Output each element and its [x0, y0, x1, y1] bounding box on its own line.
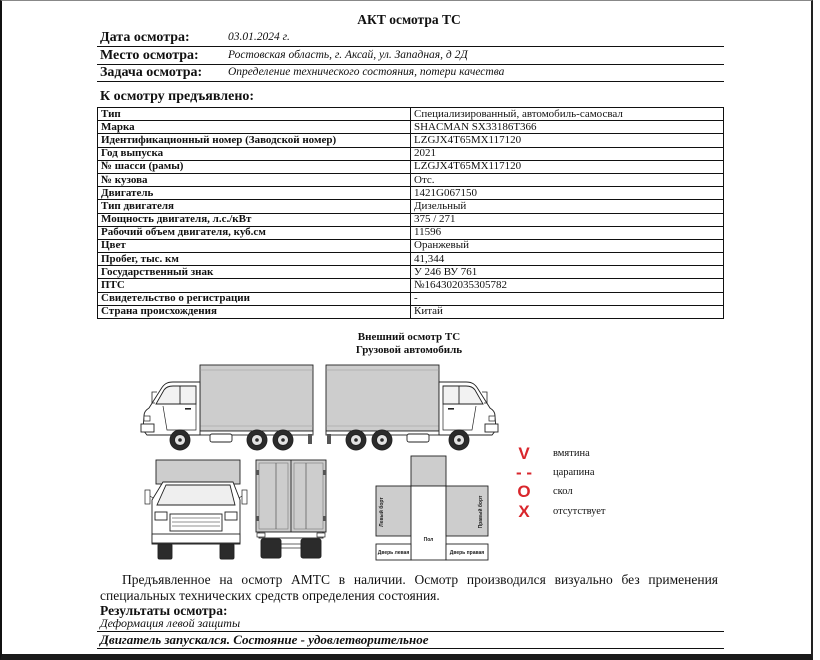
table-row	[98, 173, 724, 186]
table-cell-value: У 246 ВУ 761	[411, 266, 724, 279]
table-cell-label: Рабочий объем двигателя, куб.см	[98, 226, 411, 239]
table-cell-label: Государственный знак	[98, 266, 411, 279]
legend-label: царапина	[553, 467, 595, 478]
table-cell-value: 11596	[411, 226, 724, 239]
table-cell-value: Оранжевый	[411, 239, 724, 252]
truck-rear-view	[256, 460, 326, 558]
dent-icon: V	[518, 444, 530, 463]
table-cell-label: Тип	[98, 108, 411, 121]
inspection-subtitle: Грузовой автомобиль	[355, 344, 463, 356]
table-cell-label: Свидетельство о регистрации	[98, 292, 411, 305]
results-heading: Результаты осмотра:	[100, 603, 228, 618]
table-cell-value: 41,344	[411, 253, 724, 266]
left-side-label: Левый борт	[379, 497, 385, 527]
scratch-icon: - -	[515, 463, 533, 482]
legend-label: отсутствует	[553, 506, 606, 517]
damage-legend	[512, 444, 622, 524]
table-cell-label: Страна происхождения	[98, 305, 411, 318]
table-cell-label: Пробег, тыс. км	[98, 253, 411, 266]
inspection-statement: Предъявленное на осмотр АМТС в наличии. Осмотр производился визуально без применения специальных технических средств определения состояния.	[100, 572, 718, 603]
table-row	[98, 134, 724, 147]
vehicle-damage-diagram	[136, 358, 502, 566]
table-row	[98, 160, 724, 173]
table-cell-value: -	[411, 292, 724, 305]
table-cell-value: SHACMAN SX33186T366	[411, 121, 724, 134]
table-cell-value: Отс.	[411, 173, 724, 186]
inspection-task-label: Задача осмотра:	[100, 65, 203, 80]
table-cell-label: № кузова	[98, 173, 411, 186]
table-cell-value: 1421G067150	[411, 187, 724, 200]
inspection-place-label: Место осмотра:	[100, 48, 199, 63]
table-row	[98, 253, 724, 266]
result-line-1	[97, 616, 724, 632]
wheel	[170, 430, 190, 450]
table-row	[98, 187, 724, 200]
vehicle-info-table	[97, 107, 724, 319]
table-cell-label: Мощность двигателя, л.с./кВт	[98, 213, 411, 226]
result-text: Деформация левой защиты	[100, 616, 241, 630]
presented-heading: К осмотру предъявлено:	[100, 89, 255, 104]
legend-item-dent	[512, 444, 622, 463]
table-cell-label: Цвет	[98, 239, 411, 252]
table-row	[98, 226, 724, 239]
table-row	[98, 108, 724, 121]
result-text: Двигатель запускался. Состояние - удовлетворительное	[100, 632, 429, 647]
missing-icon: X	[518, 502, 530, 521]
table-row	[98, 305, 724, 318]
legend-label: скол	[553, 486, 573, 497]
inspection-title: Внешний осмотр ТС	[357, 331, 461, 343]
legend-item-chip	[512, 482, 622, 501]
table-cell-label: № шасси (рамы)	[98, 160, 411, 173]
truck-side-view-right	[326, 365, 498, 450]
table-cell-value: 375 / 271	[411, 213, 724, 226]
table-row	[98, 292, 724, 305]
floor-label: Пол	[423, 537, 434, 543]
wheel	[273, 430, 293, 450]
table-row	[98, 213, 724, 226]
table-row	[98, 200, 724, 213]
right-door-label: Дверь правая	[449, 550, 485, 556]
table-cell-label: Марка	[98, 121, 411, 134]
table-cell-value: 2021	[411, 147, 724, 160]
inspection-place-value: Ростовская область, г. Аксай, ул. Западная, д 2Д	[228, 49, 468, 61]
wheel	[247, 430, 267, 450]
legend-item-missing	[512, 502, 622, 521]
truck-side-view-left	[141, 365, 313, 450]
table-cell-value: LZGJX4T65MX117120	[411, 134, 724, 147]
truck-front-view	[145, 460, 247, 559]
table-cell-value: Специализированный, автомобиль-самосвал	[411, 108, 724, 121]
table-cell-label: ПТС	[98, 279, 411, 292]
left-door-label: Дверь левая	[377, 550, 410, 556]
table-cell-value: LZGJX4T65MX117120	[411, 160, 724, 173]
truck-top-view	[376, 456, 488, 560]
document-title: АКТ осмотра ТС	[357, 12, 461, 27]
table-row	[98, 121, 724, 134]
inspection-task-row	[97, 65, 724, 82]
inspection-date-value: 03.01.2024 г.	[228, 31, 290, 43]
table-row	[98, 266, 724, 279]
inspection-date-row	[97, 30, 724, 47]
table-cell-label: Двигатель	[98, 187, 411, 200]
table-row	[98, 239, 724, 252]
inspection-task-value: Определение технического состояния, потери качества	[228, 66, 505, 78]
inspection-place-row	[97, 48, 724, 65]
legend-label: вмятина	[553, 448, 590, 459]
result-line-2	[97, 632, 724, 649]
table-cell-value: Дизельный	[411, 200, 724, 213]
table-cell-label: Идентификационный номер (Заводской номер)	[98, 134, 411, 147]
table-row	[98, 279, 724, 292]
table-cell-label: Год выпуска	[98, 147, 411, 160]
table-row	[98, 147, 724, 160]
table-cell-value: №164302035305782	[411, 279, 724, 292]
table-cell-label: Тип двигателя	[98, 200, 411, 213]
right-side-label: Правый борт	[478, 495, 484, 529]
table-cell-value: Китай	[411, 305, 724, 318]
chip-icon: O	[517, 482, 531, 501]
legend-item-scratch	[512, 463, 622, 482]
inspection-date-label: Дата осмотра:	[100, 30, 190, 45]
